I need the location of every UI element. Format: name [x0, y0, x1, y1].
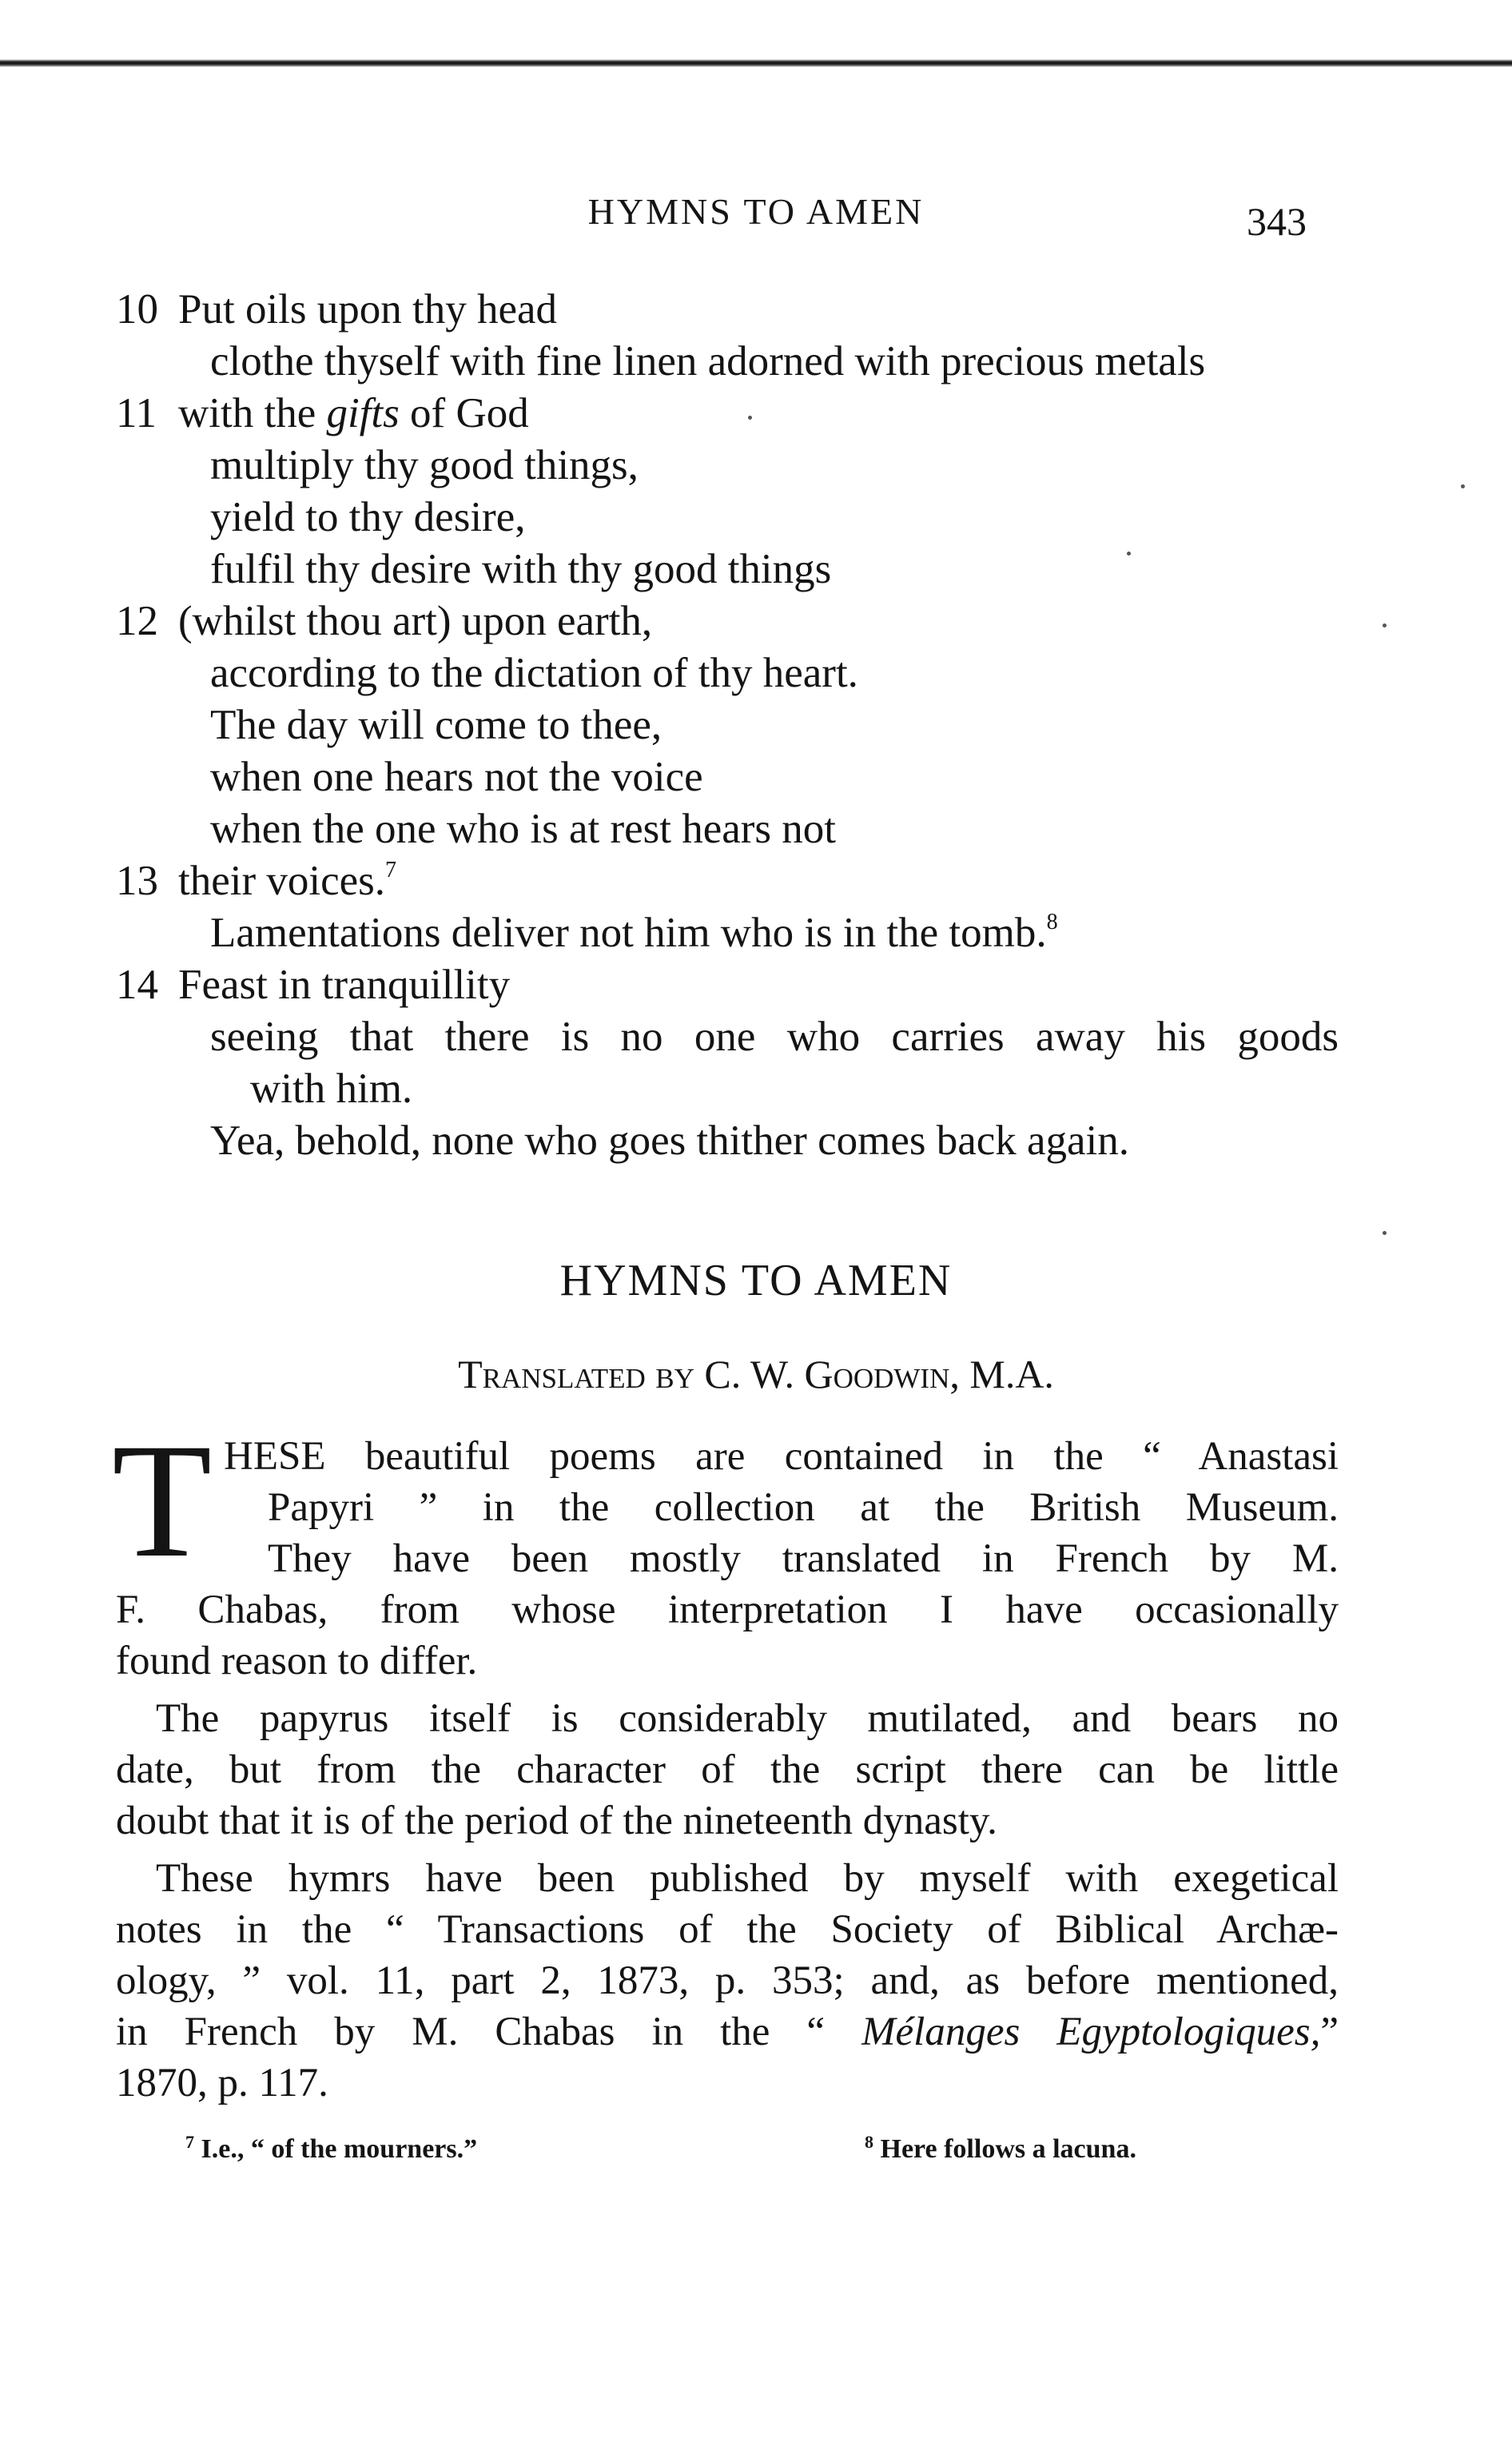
- verse-text: seeing that there is no one who carries away his goods: [210, 1014, 1339, 1060]
- verse-text-post: of God: [399, 390, 529, 436]
- verse-line: [116, 492, 1339, 544]
- verse-text: [178, 388, 529, 440]
- byline-degree: M.A.: [969, 1352, 1054, 1396]
- verse-text: [210, 907, 1058, 959]
- footnote: [865, 2134, 1136, 2165]
- paragraph-line: ology, ” vol. 11, part 2, 1873, p. 353; and, as before mentioned,: [116, 1958, 1339, 2003]
- scan-speck: [1383, 1231, 1387, 1235]
- verse-line: [116, 699, 1339, 751]
- verse-line: [116, 596, 1339, 647]
- verse-text: when the one who is at rest hears not: [210, 806, 837, 852]
- footnote: [185, 2134, 477, 2165]
- verse-text: Put oils upon thy head: [178, 286, 558, 333]
- verse-line: [116, 336, 1339, 388]
- verse-text: [178, 855, 396, 907]
- verse-text-italic: gifts: [326, 390, 400, 436]
- paragraph-line: They have been mostly translated in French by M.: [268, 1536, 1339, 1581]
- footnote-ref: 8: [1046, 910, 1058, 934]
- verse-text: (whilst thou art) upon earth,: [178, 598, 653, 644]
- byline: [0, 1351, 1512, 1397]
- paragraph-line-italic: Mélanges Egyptologiques,: [861, 2010, 1321, 2054]
- footnote-text: Here follows a lacuna.: [880, 2134, 1136, 2164]
- paragraph-line: The papyrus itself is considerably mutilated, and bears no: [156, 1696, 1339, 1741]
- footnote-mark: 8: [865, 2132, 873, 2152]
- verse-line: [116, 388, 1339, 440]
- verse-line: [116, 907, 1339, 959]
- verse-text: Feast in tranquillity: [178, 962, 511, 1008]
- paragraph-2: [116, 1693, 1339, 1846]
- verse-text: The day will come to thee,: [210, 702, 662, 748]
- verse-text: Yea, behold, none who goes thither comes back again.: [210, 1117, 1130, 1164]
- drop-cap: T: [112, 1410, 213, 1591]
- verse-number: 10: [116, 286, 158, 333]
- footnote-ref: 7: [385, 858, 397, 882]
- verse-text: clothe thyself with fine linen adorned with precious metals: [210, 338, 1206, 384]
- verse-text: according to the dictation of thy heart.: [210, 650, 858, 696]
- verse-line: [116, 959, 1339, 1011]
- footnote-text: I.e., “ of the mourners.”: [201, 2134, 478, 2164]
- verse-text-body: their voices.: [178, 858, 386, 904]
- top-rule: [0, 59, 1512, 67]
- byline-translator: C. W. Goodwin,: [704, 1352, 960, 1396]
- verse-text: when one hears not the voice: [210, 754, 703, 800]
- verse-line: [116, 1063, 1339, 1115]
- verse-number: 12: [116, 598, 158, 644]
- verse-line: [116, 1011, 1339, 1063]
- verse-number: 14: [116, 962, 158, 1008]
- scan-speck: [1127, 552, 1131, 556]
- paragraph-line: doubt that it is of the period of the nineteenth dynasty.: [116, 1799, 997, 1843]
- verse-line: [116, 647, 1339, 699]
- paragraph-line-pre: in French by M. Chabas in the “: [116, 2010, 862, 2054]
- paragraph-line: These hymrs have been published by myself with exegetical: [156, 1856, 1339, 1901]
- verse-text: yield to thy desire,: [210, 494, 526, 540]
- page-number: 343: [1247, 199, 1307, 244]
- verse-line: [116, 284, 1339, 336]
- paragraph-line: 1870, p. 117.: [116, 2061, 328, 2105]
- paragraph-line: date, but from the character of the script there can be little: [116, 1747, 1339, 1792]
- verse-line: [116, 751, 1339, 803]
- paragraph-line: notes in the “ Transactions of the Society of Biblical Archæ-: [116, 1907, 1339, 1952]
- byline-translated-by: Translated by: [458, 1352, 694, 1396]
- footnote-mark: 7: [185, 2132, 194, 2152]
- scan-speck: [1461, 484, 1465, 488]
- scan-speck: [748, 416, 752, 420]
- running-head: HYMNS TO AMEN: [587, 191, 925, 232]
- intro-paragraph: [116, 1431, 1339, 1687]
- paragraph-line-post: ”: [1320, 2010, 1339, 2054]
- verse-line: [116, 544, 1339, 596]
- verse-text: with him.: [250, 1066, 413, 1112]
- section-title: HYMNS TO AMEN: [559, 1256, 953, 1305]
- verse-text: multiply thy good things,: [210, 442, 639, 488]
- paragraph-line: F. Chabas, from whose interpretation I have occasionally: [116, 1588, 1339, 1632]
- paragraph-line: [116, 2006, 1339, 2058]
- verse-number: 11: [116, 390, 157, 436]
- scan-speck: [1383, 623, 1387, 627]
- paragraph-line: HESE beautiful poems are contained in the “ Anastasi: [224, 1434, 1339, 1479]
- verse-line: [116, 1115, 1339, 1167]
- verse-text: fulfil thy desire with thy good things: [210, 546, 832, 592]
- verse-number: 13: [116, 858, 158, 904]
- verse-block: [116, 284, 1339, 1167]
- verse-line: [116, 440, 1339, 492]
- verse-text-pre: with the: [178, 390, 327, 436]
- verse-line: [116, 803, 1339, 855]
- paragraph-3: [116, 1853, 1339, 2109]
- paragraph-line: Papyri ” in the collection at the British Museum.: [268, 1485, 1339, 1530]
- paragraph-line: found reason to differ.: [116, 1639, 478, 1683]
- verse-line: [116, 855, 1339, 907]
- verse-text-body: Lamentations deliver not him who is in the tomb.: [210, 910, 1047, 956]
